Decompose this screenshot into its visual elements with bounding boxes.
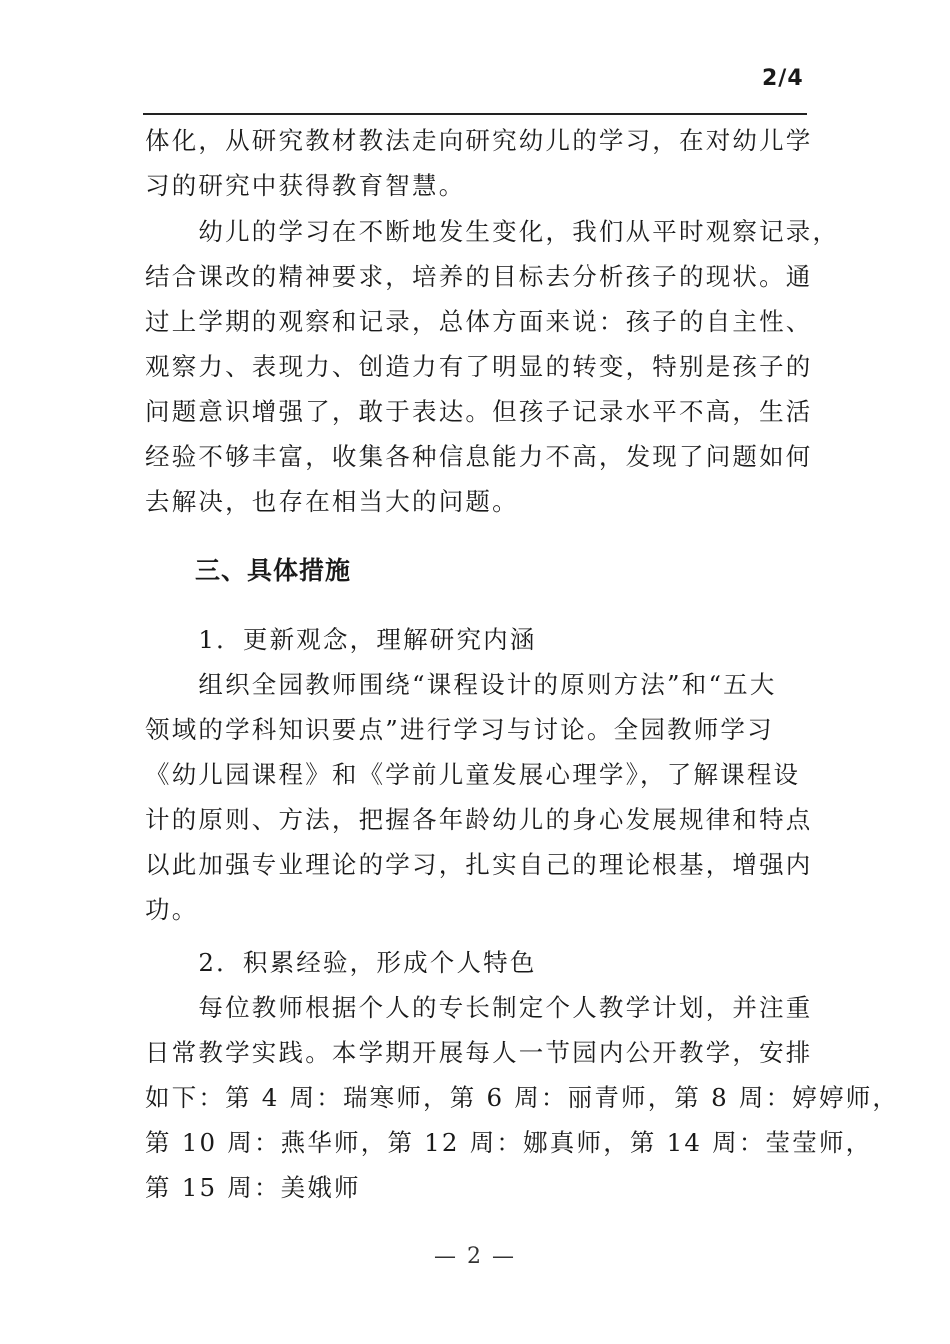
- item-title: 2．积累经验，形成个人特色: [145, 948, 537, 977]
- document-body: [145, 118, 900, 1210]
- text-line: 去解决，也存在相当大的问题。: [145, 487, 519, 516]
- text-line: 幼儿的学习在不断地发生变化，我们从平时观察记录，: [145, 217, 840, 246]
- item-title: 1．更新观念，理解研究内涵: [145, 625, 537, 654]
- text-line: 结合课改的精神要求，培养的目标去分析孩子的现状。通: [145, 262, 813, 291]
- text-line: 领域的学科知识要点”进行学习与讨论。全园教师学习: [145, 715, 774, 744]
- text-line: 经验不够丰富，收集各种信息能力不高，发现了问题如何: [145, 442, 813, 471]
- text-line: 计的原则、方法，把握各年龄幼儿的身心发展规律和特点: [145, 805, 813, 834]
- text-line: 第 15 周：美娥师: [145, 1173, 361, 1202]
- page-footer-number: — 2 —: [434, 1244, 516, 1269]
- text-line: 问题意识增强了，敢于表达。但孩子记录水平不高，生活: [145, 397, 813, 426]
- header-rule: [143, 113, 807, 115]
- text-line: 每位教师根据个人的专长制定个人教学计划，并注重: [145, 993, 813, 1022]
- section-heading: 三、具体措施: [195, 556, 352, 585]
- text-line: 第 10 周：燕华师，第 12 周：娜真师，第 14 周：莹莹师，: [145, 1128, 873, 1157]
- paragraph-2: [145, 209, 840, 524]
- paragraph-1: [145, 118, 813, 208]
- text-line: 过上学期的观察和记录，总体方面来说：孩子的自主性、: [145, 307, 813, 336]
- item-1: [145, 617, 813, 932]
- text-line: 日常教学实践。本学期开展每人一节园内公开教学，安排: [145, 1038, 813, 1067]
- text-line: 观察力、表现力、创造力有了明显的转变，特别是孩子的: [145, 352, 813, 381]
- text-line: 如下：第 4 周：瑞寒师，第 6 周：丽青师，第 8 周：婷婷师，: [145, 1083, 900, 1112]
- text-line: 《幼儿园课程》和《学前儿童发展心理学》，了解课程设: [145, 760, 801, 789]
- text-line: 以此加强专业理论的学习，扎实自己的理论根基，增强内: [145, 850, 813, 879]
- text-line: 体化，从研究教材教法走向研究幼儿的学习，在对幼儿学: [145, 126, 813, 155]
- page-indicator: 2/4: [762, 66, 804, 91]
- text-line: 习的研究中获得教育智慧。: [145, 171, 466, 200]
- text-line: 功。: [145, 895, 199, 924]
- item-2: [145, 940, 900, 1210]
- text-line: 组织全园教师围绕“课程设计的原则方法”和“五大: [145, 670, 777, 699]
